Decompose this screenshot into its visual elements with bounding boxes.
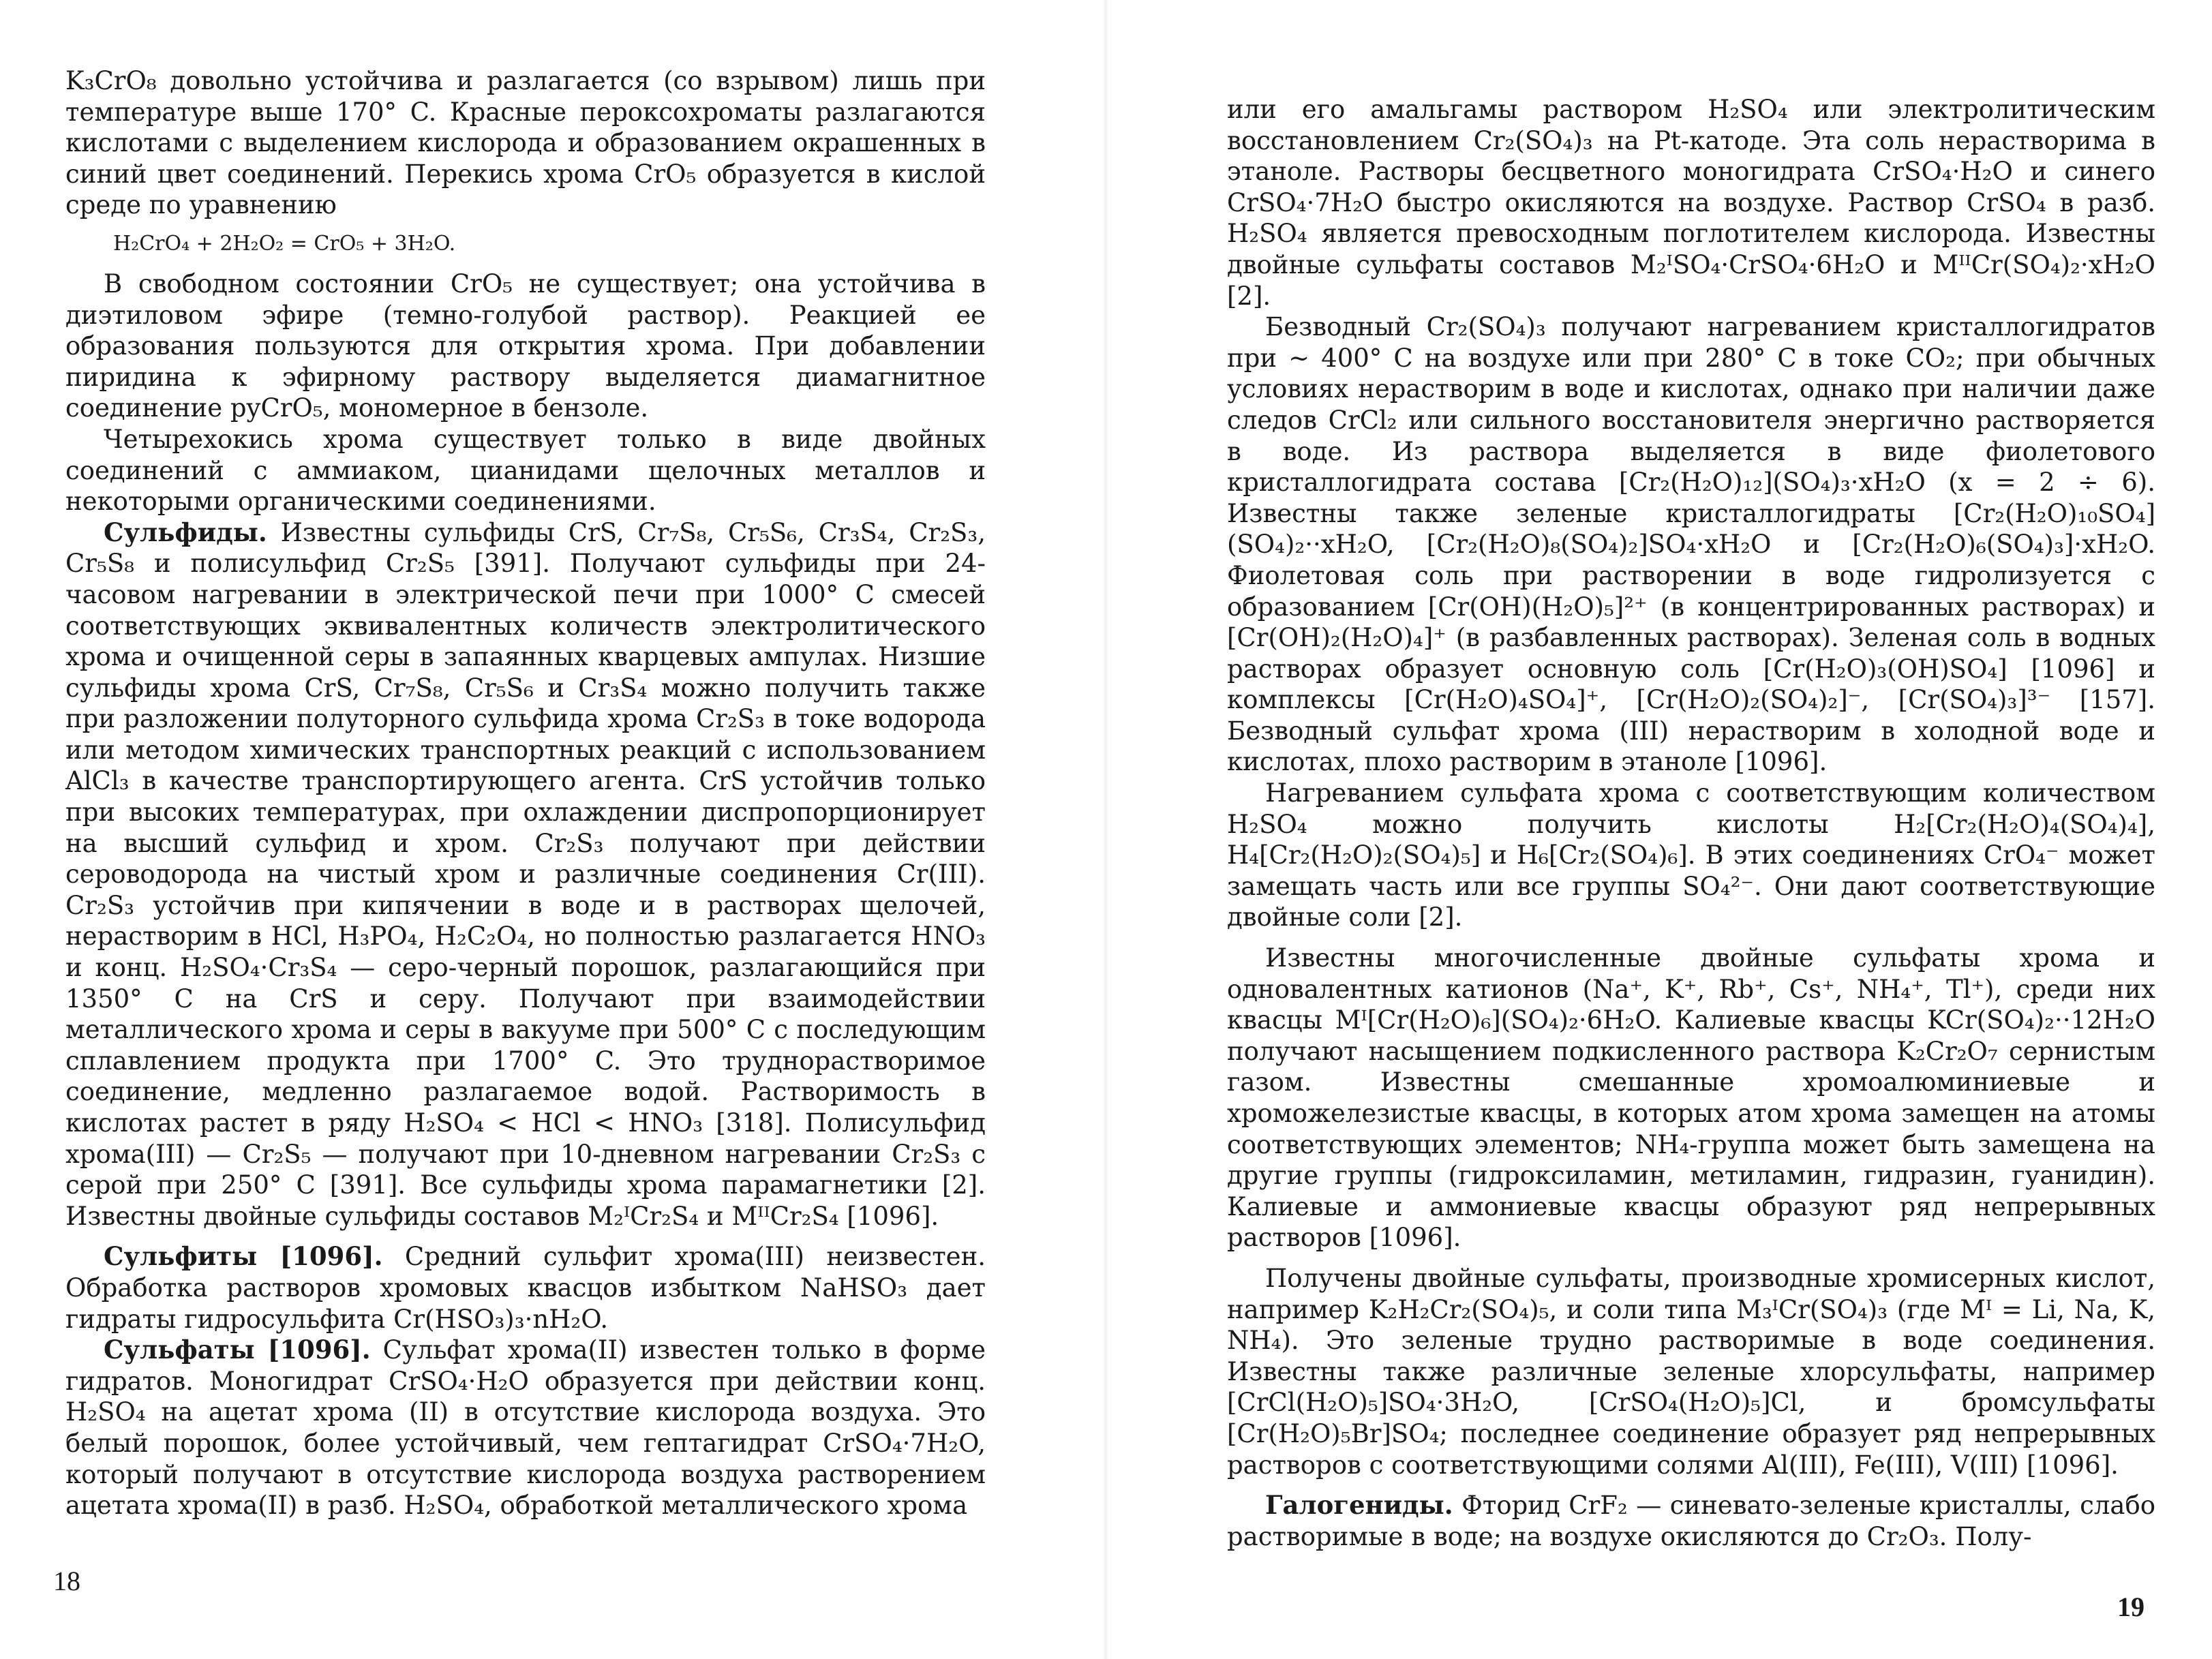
section-heading-sulfites: Сульфиты [1096].: [104, 1241, 383, 1272]
paragraph-text: K₃CrO₈ довольно устойчива и разлагается (со взрывом) лишь при температуре выше 170° C. Красные пероксохроматы разлагаются кислотами с выделением кислорода и образованием окрашенных в синий цвет соединений. Перекись хрома CrO₅ образуется в кислой среде по уравнению: [65, 66, 986, 220]
paragraph-text: Нагреванием сульфата хрома с соответствующим количеством H₂SO₄ можно получить кислоты H₂[Cr₂(H₂O)₄(SO₄)₄], H₄[Cr₂(H₂O)₂(SO₄)₅] и H₆[Cr₂(SO₄)₆]. В этих соединениях CrO₄⁻ может замещать часть или все группы SO₄²⁻. Они дают соответствующие двойные соли [2].: [1227, 778, 2155, 932]
paragraph: [65, 269, 986, 424]
section-heading-halides: Галогениды.: [1265, 1490, 1453, 1521]
paragraph: [1227, 943, 2155, 1253]
paragraph-text: Известны сульфиды CrS, Cr₇S₈, Cr₅S₆, Cr₃S₄, Cr₂S₃, Cr₅S₈ и полисульфид Cr₂S₅ [391]. Получают сульфиды при 24-часовом нагревании в электрической печи при 1000° C смесей соответствующих эквивалентных количеств электролитического хрома и очищенной серы в запаянных кварцевых ампулах. Низшие сульфиды хрома CrS, Cr₇S₈, Cr₅S₆ и Cr₃S₄ можно получить также при разложении полуторного сульфида хрома Cr₂S₃ в токе водорода или методом химических транспортных реакций с использованием AlCl₃ в качестве транспортирующего агента. CrS устойчив только при высоких температурах, при охлаждении диспропорционирует на высший сульфид и хром. Cr₂S₃ получают при действии сероводорода на чистый хром и различные соединения Cr(III). Cr₂S₃ устойчив при кипячении в воде и в растворах щелочей, нерастворим в HCl, H₃PO₄, H₂C₂O₄, но полностью разлагается HNO₃ и конц. H₂SO₄·Cr₃S₄ — серо-черный порошок, разлагающийся при 1350° C на CrS и серу. Получают при взаимодействии металлического хрома и серы в вакууме при 500° C с последующим сплавлением продукта при 1700° C. Это труднорастворимое соединение, медленно разлагаемое водой. Растворимость в кислотах растет в ряду H₂SO₄ < HCl < HNO₃ [318]. Полисульфид хрома(III) — Cr₂S₅ — получают при 10-дневном нагревании Cr₂S₃ с серой при 250° C [391]. Все сульфиды хрома парамагнетики [2]. Известны двойные сульфиды составов M₂ᴵCr₂S₄ и MᴵᴵCr₂S₄ [1096].: [65, 517, 986, 1231]
page-number: 18: [53, 1566, 80, 1596]
right-page: [1106, 0, 2212, 1659]
paragraph-text: Сульфат хрома(II) известен только в форме гидратов. Моногидрат CrSO₄·H₂O образуется при действии конц. H₂SO₄ на ацетат хрома (II) в отсутствие кислорода воздуха. Это белый порошок, более устойчивый, чем гептагидрат CrSO₄·7H₂O, который получают в отсутствие кислорода воздуха растворением ацетата хрома(II) в разб. H₂SO₄, обработкой металлического хрома: [65, 1335, 986, 1521]
paragraph-text: Безводный Cr₂(SO₄)₃ получают нагреванием кристаллогидратов при ~ 400° C на воздухе или при 280° C в токе CO₂; при обычных условиях нерастворим в воде и кислотах, однако при наличии даже следов CrCl₂ или сильного восстановителя энергично растворяется в воде. Из раствора выделяется в виде фиолетового кристаллогидрата состава [Cr₂(H₂O)₁₂](SO₄)₃·xH₂O (x = 2 ÷ 6). Известны также зеленые кристаллогидраты [Cr₂(H₂O)₁₀SO₄](SO₄)₂··xH₂O, [Cr₂(H₂O)₈(SO₄)₂]SO₄·xH₂O и [Cr₂(H₂O)₆(SO₄)₃]·xH₂O. Фиолетовая соль при растворении в воде гидролизуется с образованием [Cr(OH)(H₂O)₅]²⁺ (в концентрированных растворах) и [Cr(OH)₂(H₂O)₄]⁺ (в разбавленных растворах). Зеленая соль в водных растворах образует основную соль [Cr(H₂O)₃(OH)SO₄] [1096] и комплексы [Cr(H₂O)₄SO₄]⁺, [Cr(H₂O)₂(SO₄)₂]⁻, [Cr(SO₄)₃]³⁻ [157]. Безводный сульфат хрома (III) нерастворим в холодной воде и кислотах, плохо растворим в этаноле [1096].: [1227, 312, 2155, 777]
paragraph-text: Получены двойные сульфаты, производные хромисерных кислот, например K₂H₂Cr₂(SO₄)₅, и соли типа M₃ᴵCr(SO₄)₃ (где Mᴵ = Li, Na, K, NH₄). Это зеленые трудно растворимые в воде соединения. Известны также различные зеленые хлорсульфаты, например [CrCl(H₂O)₅]SO₄·3H₂O, [CrSO₄(H₂O)₅]Cl, и бромсульфаты [Cr(H₂O)₅Br]SO₄; последнее соединение образует ряд непрерывных растворов с соответствующими солями Al(III), Fe(III), V(III) [1096].: [1227, 1263, 2155, 1480]
section-heading-sulfates: Сульфаты [1096].: [104, 1335, 371, 1365]
section-sulfates: [65, 1335, 986, 1521]
section-sulfites: [65, 1241, 986, 1335]
paragraph: [1227, 311, 2155, 778]
left-text-column: [65, 65, 986, 1521]
paragraph-text: Средний сульфит хрома(III) неизвестен. Обработка растворов хромовых квасцов избытком NaHSO₃ дает гидраты гидросульфита Cr(HSO₃)₃·nH₂O.: [65, 1242, 986, 1334]
paragraph-text: Четырехокись хрома существует только в виде двойных соединений с аммиаком, цианидами щелочных металлов и некоторыми органическими соединениями.: [65, 424, 986, 517]
right-text-column: [1227, 94, 2155, 1552]
paragraph: [65, 424, 986, 517]
section-halides: [1227, 1490, 2155, 1552]
page-number: 19: [2117, 1592, 2145, 1622]
paragraph: [1227, 778, 2155, 933]
chemical-equation: H₂CrO₄ + 2H₂O₂ = CrO₅ + 3H₂O.: [113, 231, 456, 256]
paragraph-text: Фторид CrF₂ — синевато-зеленые кристаллы, слабо растворимые в воде; на воздухе окисляются до Cr₂O₃. Полу-: [1227, 1491, 2155, 1551]
paragraph: [1227, 1263, 2155, 1480]
paragraph: [1227, 94, 2155, 311]
section-heading-sulfides: Сульфиды.: [104, 517, 267, 547]
paragraph: [65, 65, 986, 221]
paragraph-text: Известны многочисленные двойные сульфаты хрома и одновалентных катионов (Na⁺, K⁺, Rb⁺, Cs⁺, NH₄⁺, Tl⁺), среди них квасцы Mᴵ[Cr(H₂O)₆](SO₄)₂·6H₂O. Калиевые квасцы KCr(SO₄)₂··12H₂O получают насыщением подкисленного раствора K₂Cr₂O₇ сернистым газом. Известны смешанные хромоалюминиевые и хроможелезистые квасцы, в которых атом хрома замещен на атомы соответствующих элементов; NH₄-группа может быть замещена на другие группы (гидроксиламин, метиламин, гидразин, гуанидин). Калиевые и аммониевые квасцы образуют ряд непрерывных растворов [1096].: [1227, 943, 2155, 1253]
paragraph-text: или его амальгамы раствором H₂SO₄ или электролитическим восстановлением Cr₂(SO₄)₃ на Pt-катоде. Эта соль нерастворима в этаноле. Растворы бесцветного моногидрата CrSO₄·H₂O и синего CrSO₄·7H₂O быстро окисляются на воздухе. Раствор CrSO₄ в разб. H₂SO₄ является превосходным поглотителем кислорода. Известны двойные сульфаты составов M₂ᴵSO₄·CrSO₄·6H₂O и MᴵᴵCr(SO₄)₂·xH₂O [2].: [1227, 95, 2155, 311]
paragraph-text: В свободном состоянии CrO₅ не существует; она устойчива в диэтиловом эфире (темно-голубой раствор). Реакцией ее образования пользуются для открытия хрома. При добавлении пиридина к эфирному раствору выделяется диамагнитное соединение pyCrO₅, мономерное в бензоле.: [65, 269, 986, 423]
section-sulfides: [65, 517, 986, 1232]
